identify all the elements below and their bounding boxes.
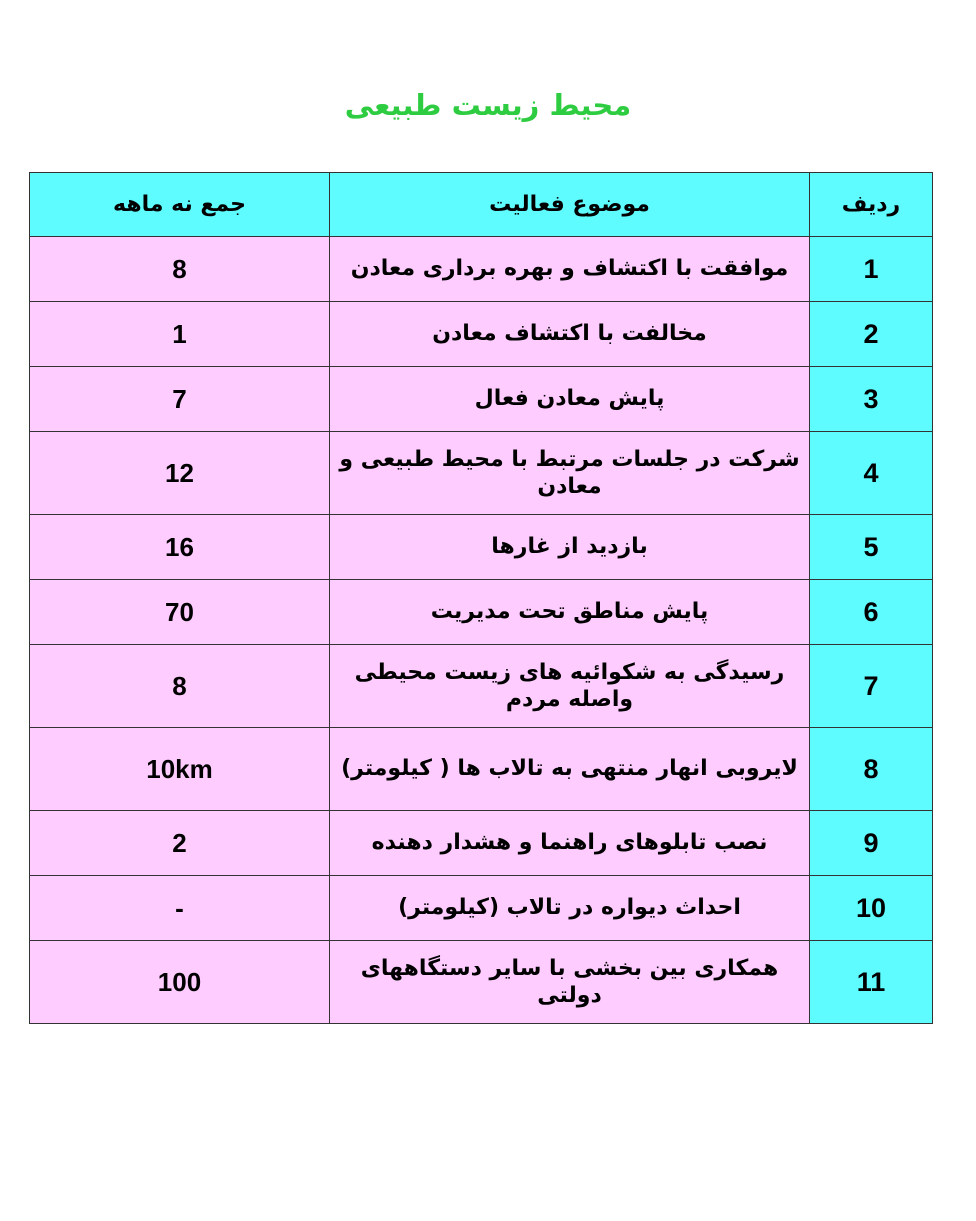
- cell-topic: احداث دیواره در تالاب (کیلومتر): [330, 876, 810, 941]
- table-row: [30, 580, 933, 645]
- table-row: [30, 237, 933, 302]
- cell-total: 16: [30, 515, 330, 580]
- header-topic: موضوع فعالیت: [330, 173, 810, 237]
- cell-total: 8: [30, 645, 330, 728]
- cell-total: 12: [30, 432, 330, 515]
- header-total: جمع نه ماهه: [30, 173, 330, 237]
- cell-total: 10km: [30, 728, 330, 811]
- cell-row-number: 4: [810, 432, 933, 515]
- table-row: [30, 728, 933, 811]
- cell-row-number: 3: [810, 367, 933, 432]
- cell-total: 8: [30, 237, 330, 302]
- table-row: [30, 432, 933, 515]
- activity-table: [29, 172, 933, 1024]
- table-header-row: [30, 173, 933, 237]
- page-title: محیط زیست طبیعی: [344, 88, 632, 122]
- cell-topic: لایروبی انهار منتهی به تالاب ها ( کیلومتر): [330, 728, 810, 811]
- table-row: [30, 367, 933, 432]
- cell-total: 70: [30, 580, 330, 645]
- cell-total: 7: [30, 367, 330, 432]
- table-row: [30, 515, 933, 580]
- cell-topic: موافقت با اکتشاف و بهره برداری معادن: [330, 237, 810, 302]
- table-row: [30, 645, 933, 728]
- table-row: [30, 302, 933, 367]
- cell-topic: همکاری بین بخشی با سایر دستگاههای دولتی: [330, 941, 810, 1024]
- header-row: ردیف: [810, 173, 933, 237]
- table-row: [30, 811, 933, 876]
- cell-row-number: 11: [810, 941, 933, 1024]
- cell-topic: پایش مناطق تحت مدیریت: [330, 580, 810, 645]
- cell-topic: رسیدگی به شکوائیه های زیست محیطی واصله مردم: [330, 645, 810, 728]
- cell-row-number: 5: [810, 515, 933, 580]
- cell-row-number: 6: [810, 580, 933, 645]
- cell-total: -: [30, 876, 330, 941]
- cell-row-number: 7: [810, 645, 933, 728]
- cell-row-number: 10: [810, 876, 933, 941]
- cell-topic: شرکت در جلسات مرتبط با محیط طبیعی و معادن: [330, 432, 810, 515]
- cell-total: 2: [30, 811, 330, 876]
- cell-row-number: 8: [810, 728, 933, 811]
- table-row: [30, 941, 933, 1024]
- table-row: [30, 876, 933, 941]
- cell-topic: نصب تابلوهای راهنما و هشدار دهنده: [330, 811, 810, 876]
- cell-row-number: 2: [810, 302, 933, 367]
- cell-topic: پایش معادن فعال: [330, 367, 810, 432]
- cell-total: 100: [30, 941, 330, 1024]
- cell-topic: بازدید از غارها: [330, 515, 810, 580]
- cell-topic: مخالفت با اکتشاف معادن: [330, 302, 810, 367]
- cell-total: 1: [30, 302, 330, 367]
- cell-row-number: 1: [810, 237, 933, 302]
- cell-row-number: 9: [810, 811, 933, 876]
